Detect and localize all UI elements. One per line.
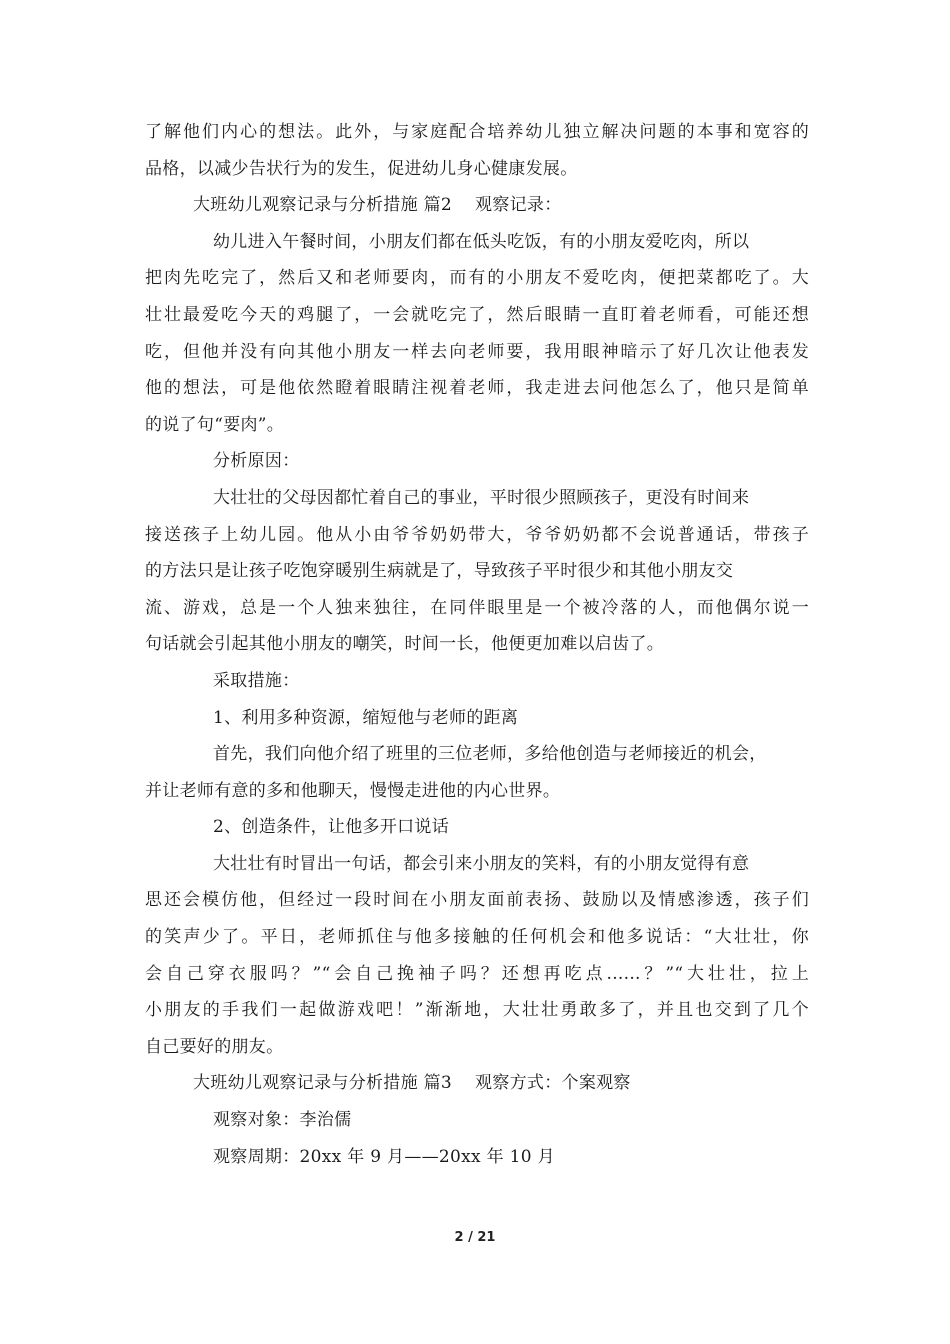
paragraph-line: 流、游戏，总是一个人独来独往，在同伴眼里是一个被冷落的人，而他偶尔说一 [145, 597, 809, 618]
paragraph-line: 品格，以减少告状行为的发生，促进幼儿身心健康发展。 [145, 158, 578, 179]
paragraph-line: 大壮壮有时冒出一句话，都会引来小朋友的笑料，有的小朋友觉得有意 [213, 853, 750, 874]
paragraph-line: 自己要好的朋友。 [145, 1036, 284, 1057]
paragraph-line: 他的想法，可是他依然瞪着眼睛注视着老师，我走进去问他怎么了，他只是简单 [145, 378, 809, 399]
section-heading: 大班幼儿观察记录与分析措施 篇2 观察记录： [193, 195, 562, 216]
paragraph-line: 思还会模仿他，但经过一段时间在小朋友面前表扬、鼓励以及情感渗透，孩子们 [145, 890, 809, 911]
list-item: 2、创造条件，让他多开口说话 [213, 817, 450, 838]
paragraph-line: 的说了句“要肉”。 [145, 414, 285, 435]
list-item: 1、利用多种资源，缩短他与老师的距离 [213, 707, 519, 728]
paragraph-line: 并让老师有意的多和他聊天，慢慢走进他的内心世界。 [145, 780, 561, 801]
paragraph-line: 吃，但他并没有向其他小朋友一样去向老师要，我用眼神暗示了好几次让他表发 [145, 341, 809, 362]
paragraph-line: 小朋友的手我们一起做游戏吧！”渐渐地，大壮壮勇敢多了，并且也交到了几个 [145, 1000, 809, 1021]
paragraph-line: 的笑声少了。平日，老师抓住与他多接触的任何机会和他多说话：“大壮壮，你 [145, 927, 809, 948]
paragraph-line: 会自己穿衣服吗？”“会自己挽袖子吗？还想再吃点......？”“大壮壮，拉上 [145, 963, 809, 984]
paragraph-line: 接送孩子上幼儿园。他从小由爷爷奶奶带大，爷爷奶奶都不会说普通话，带孩子 [145, 524, 809, 545]
subheading: 采取措施： [213, 670, 300, 691]
paragraph-line: 大壮壮的父母因都忙着自己的事业，平时很少照顾孩子，更没有时间来 [213, 487, 750, 508]
paragraph-line: 首先，我们向他介绍了班里的三位老师，多给他创造与老师接近的机会， [213, 744, 767, 765]
paragraph-line: 句话就会引起其他小朋友的嘲笑，时间一长，他便更加难以启齿了。 [145, 634, 664, 655]
paragraph-line: 观察周期：20xx 年 9 月——20xx 年 10 月 [213, 1146, 555, 1167]
paragraph-line: 把肉先吃完了，然后又和老师要肉，而有的小朋友不爱吃肉，便把菜都吃了。大 [145, 268, 809, 289]
paragraph-line: 了解他们内心的想法。此外，与家庭配合培养幼儿独立解决问题的本事和宽容的 [145, 122, 809, 142]
paragraph-line: 的方法只是让孩子吃饱穿暖别生病就是了，导致孩子平时很少和其他小朋友交 [145, 561, 734, 582]
subheading: 分析原因： [213, 451, 300, 472]
paragraph-line: 幼儿进入午餐时间，小朋友们都在低头吃饭，有的小朋友爱吃肉，所以 [213, 231, 750, 252]
page-number: 2 / 21 [454, 1230, 496, 1245]
section-heading: 大班幼儿观察记录与分析措施 篇3 观察方式：个案观察 [193, 1073, 631, 1094]
paragraph-line: 壮壮最爱吃今天的鸡腿了，一会就吃完了，然后眼睛一直盯着老师看，可能还想 [145, 304, 809, 325]
paragraph-line: 观察对象：李治儒 [213, 1110, 352, 1131]
document-body [145, 114, 809, 1175]
